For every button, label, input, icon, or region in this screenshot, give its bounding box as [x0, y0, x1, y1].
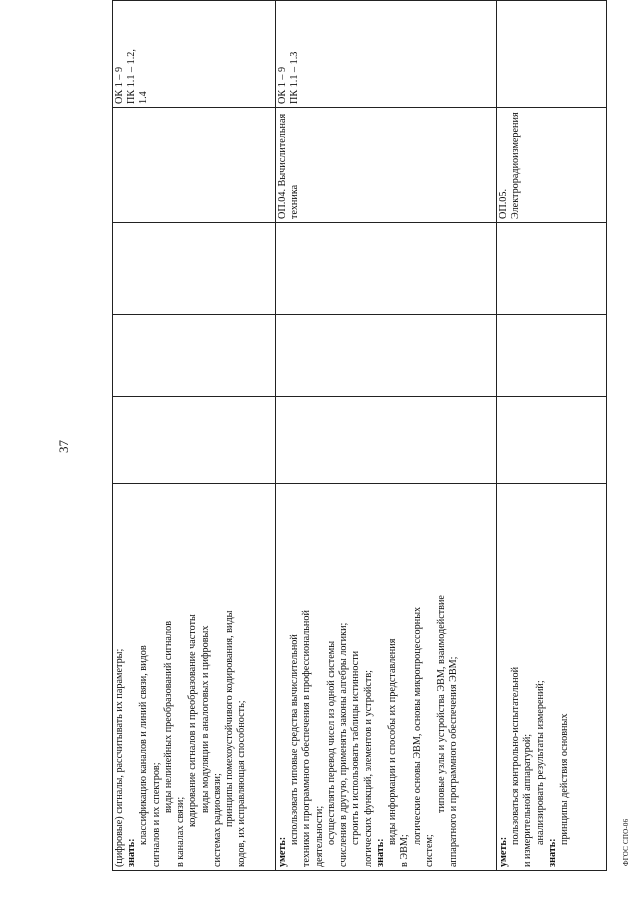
text-line: (цифровые) сигналы, рассчитывать их параметры; [114, 648, 125, 867]
text-line: деятельности; [313, 805, 325, 867]
section-heading: уметь: [498, 836, 509, 867]
competency-code: ОК 1 – 9 [114, 66, 125, 104]
competency-code: ПК 1.1 – 1.3 [289, 51, 301, 104]
text-line: пользоваться контрольно-испытательной [510, 666, 522, 845]
requirements-cell [497, 484, 607, 871]
text-line: техники и программного обеспечения в профессиональной [301, 610, 313, 867]
text-line: виды модуляции в аналоговых и цифровых [199, 625, 211, 813]
text-line: в ЭВМ; [399, 834, 411, 867]
competency-code: ПК 1.1 – 1.2, [126, 49, 138, 104]
empty-cell [276, 315, 497, 397]
section-heading: знать: [546, 838, 558, 867]
empty-cell [497, 223, 607, 315]
requirements-cell [113, 484, 276, 871]
empty-cell [497, 315, 607, 397]
discipline-cell [113, 108, 276, 223]
text-line: анализировать результаты измерений; [534, 680, 546, 845]
text-line: логических функций, элементов и устройств; [362, 670, 374, 867]
rotated-table-wrapper [112, 43, 607, 871]
competency-table [112, 0, 607, 871]
text-line: классификацию каналов и линий связи, видов [138, 645, 150, 845]
text-line: систем; [423, 834, 435, 867]
text-line: сигналов и их спектров; [150, 762, 162, 867]
text-line: использовать типовые средства вычислительной [289, 634, 301, 845]
text-line: типовые узлы и устройства ЭВМ, взаимодействие [436, 595, 448, 813]
section-heading: знать: [126, 838, 138, 867]
competencies-cell [113, 1, 276, 108]
section-heading: уметь: [277, 836, 288, 867]
text-line: счисления в другую, применять законы алгебры логики; [338, 622, 350, 867]
empty-cell [497, 397, 607, 484]
empty-cell [113, 315, 276, 397]
table-row [113, 1, 276, 871]
discipline-cell: ОП.04. Вычислительная техника [276, 108, 497, 223]
empty-cell [113, 397, 276, 484]
section-heading: знать: [374, 838, 386, 867]
text-line: кодирование сигналов и преобразование частоты [187, 614, 199, 827]
empty-cell [276, 223, 497, 315]
text-line: осуществлять перевод чисел из одной системы [325, 640, 337, 845]
text-line: аппаратного и программного обеспечения ЭВМ; [448, 656, 460, 867]
empty-cell [113, 223, 276, 315]
table-row [497, 1, 607, 871]
text-line: и измерительной аппаратурой; [522, 733, 534, 867]
text-line: принципы действия основных [559, 713, 571, 845]
competencies-cell [276, 1, 497, 108]
text-line: принципы помехоустойчивого кодирования, виды [224, 610, 236, 827]
competency-code: 1.4 [138, 91, 150, 104]
text-line: системах радиосвязи; [211, 773, 223, 867]
text-line: в каналах связи; [175, 796, 187, 867]
text-line: виды информации и способы их представления [387, 638, 399, 845]
footer-label: ФГОС СПО-06 [622, 818, 630, 866]
empty-cell [276, 397, 497, 484]
competencies-cell [497, 1, 607, 108]
table-row [276, 1, 497, 871]
text-line: виды нелинейных преобразований сигналов [162, 620, 174, 813]
text-line: строить и использовать таблицы истинности [350, 650, 362, 845]
competency-code: ОК 1 – 9 [277, 66, 288, 104]
requirements-cell [276, 484, 497, 871]
text-line: кодов, их исправляющая способность; [236, 700, 248, 867]
page-number: 37 [56, 440, 71, 453]
discipline-cell: ОП.05. Электрорадиоизмерения [497, 108, 607, 223]
text-line: логические основы ЭВМ, основы микропроцессорных [411, 606, 423, 845]
